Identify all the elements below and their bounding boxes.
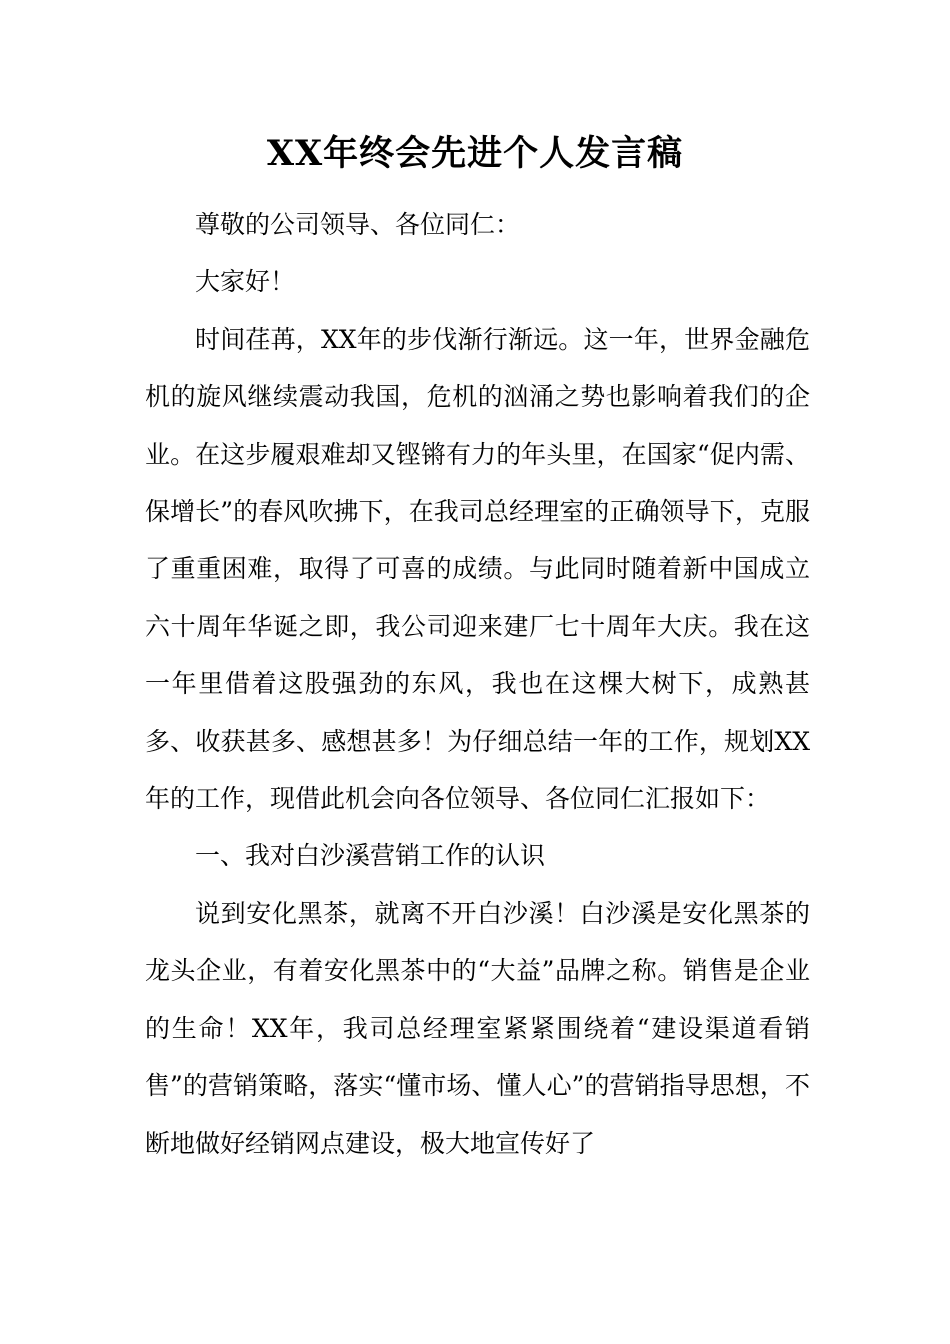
document-title: XX年终会先进个人发言稿 bbox=[266, 133, 684, 174]
body-paragraph: 说到安化黑茶，就离不开白沙溪！白沙溪是安化黑茶的龙头企业，有着安化黑茶中的“大益”品牌之称。销售是企业的生命！XX年，我司总经理室紧紧围绕着“建设渠道看销售”的营销策略，落实“懂市场、懂人心”的营销指导思想，不断地做好经销网点建设，极大地宣传好了 bbox=[145, 898, 810, 1158]
section-heading: 一、我对白沙溪营销工作的认识 bbox=[195, 841, 546, 871]
greeting-paragraph: 大家好！ bbox=[195, 267, 296, 297]
intro-paragraph: 时间荏苒，XX年的步伐渐行渐远。这一年，世界金融危机的旋风继续震动我国，危机的汹涌之势也影响着我们的企业。在这步履艰难却又铿锵有力的年头里，在国家“促内需、保增长”的春风吹拂下，在我司总经理室的正确领导下，克服了重重困难，取得了可喜的成绩。与此同时随着新中国成立六十周年华诞之即，我公司迎来建厂七十周年大庆。我在这一年里借着这股强劲的东风，我也在这棵大树下，成熟甚多、收获甚多、感想甚多！为仔细总结一年的工作，规划XX年的工作，现借此机会向各位领导、各位同仁汇报如下： bbox=[145, 324, 810, 814]
salutation-paragraph: 尊敬的公司领导、各位同仁： bbox=[195, 210, 521, 239]
document-body bbox=[145, 196, 810, 1172]
